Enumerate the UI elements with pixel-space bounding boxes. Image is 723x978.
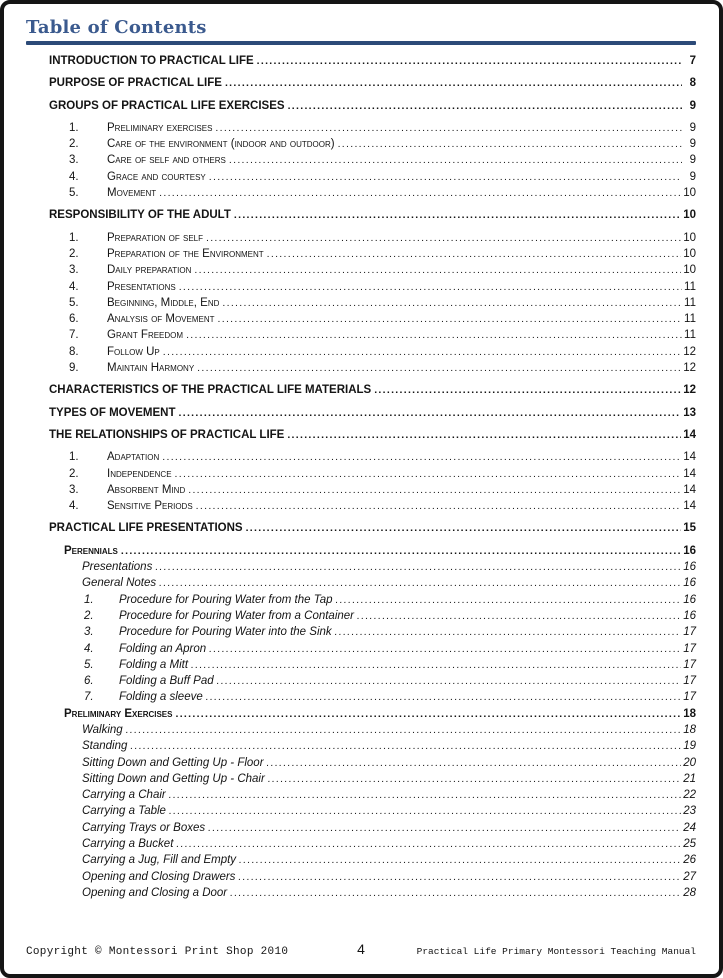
toc-dot-leader <box>338 136 682 152</box>
toc-entry-page: 16 <box>683 577 696 590</box>
toc-entry-page: 7 <box>689 55 696 67</box>
toc-entry-label: Folding an Apron <box>119 642 207 655</box>
toc-entry-number: 3. <box>69 264 79 277</box>
toc-entry-page: 14 <box>683 428 696 441</box>
toc-entry <box>26 466 696 482</box>
toc-dot-leader <box>267 246 682 262</box>
toc-entry-label: GROUPS OF PRACTICAL LIFE EXERCISES <box>49 99 285 112</box>
toc-dot-leader <box>335 624 682 640</box>
toc-entry-label: Maintain Harmony <box>107 362 195 375</box>
toc-entry-page: 10 <box>683 187 696 200</box>
toc-entry-page: 20 <box>683 756 696 769</box>
toc-dot-leader <box>257 53 682 69</box>
toc-entry-page: 16 <box>683 544 696 557</box>
toc-entry <box>26 592 696 608</box>
toc-entry <box>26 98 696 114</box>
toc-entry <box>26 869 696 885</box>
toc-dot-leader <box>169 787 681 803</box>
toc-dot-leader <box>155 559 681 575</box>
title-rule <box>26 41 696 45</box>
toc-entry <box>26 852 696 868</box>
toc-entry-label: Beginning, Middle, End <box>107 296 220 309</box>
toc-entry-page: 11 <box>684 280 696 293</box>
toc-entry-label: Procedure for Pouring Water from a Container <box>119 609 355 622</box>
toc-entry-number: 8. <box>69 345 79 358</box>
toc-entry-page: 11 <box>684 313 696 326</box>
toc-entry-label: Carrying a Bucket <box>82 838 174 851</box>
toc-entry-page: 10 <box>683 231 696 244</box>
toc-dot-leader <box>246 520 682 536</box>
toc-entry-page: 12 <box>683 362 696 375</box>
toc-entry-label: Independence <box>107 467 172 480</box>
toc-entry-number: 4. <box>69 170 79 183</box>
toc-dot-leader <box>217 673 682 689</box>
toc-entry-number: 3. <box>69 483 79 496</box>
toc-entry-number: 1. <box>69 451 79 464</box>
toc-entry-page: 14 <box>683 467 696 480</box>
toc-entry <box>26 608 696 624</box>
footer-copyright: Copyright © Montessori Print Shop 2010 <box>26 946 289 958</box>
toc-dot-leader <box>159 185 681 201</box>
toc-entry-page: 10 <box>683 209 696 222</box>
toc-dot-leader <box>206 689 681 705</box>
toc-entry <box>26 360 696 376</box>
toc-entry-label: TYPES OF MOVEMENT <box>49 406 176 419</box>
toc-entry <box>26 327 696 343</box>
toc-dot-leader <box>179 279 682 295</box>
toc-entry-number: 3. <box>84 626 94 639</box>
toc-entry-label: Adaptation <box>107 451 160 464</box>
toc-entry-page: 16 <box>683 593 696 606</box>
toc-entry-page: 9 <box>689 170 696 183</box>
toc-entry-label: Sitting Down and Getting Up - Chair <box>82 772 265 785</box>
toc-entry <box>26 803 696 819</box>
toc-dot-leader <box>197 360 681 376</box>
toc-entry-label: Preliminary Exercises <box>64 707 173 720</box>
toc-entry <box>26 689 696 705</box>
toc-entry-number: 7. <box>69 329 79 342</box>
toc-entry <box>26 405 696 421</box>
toc-entry-label: Carrying a Chair <box>82 789 166 802</box>
toc-dot-leader <box>288 98 682 114</box>
toc-entry-number: 3. <box>69 154 79 167</box>
toc-entry-page: 17 <box>683 626 696 639</box>
toc-entry-label: Movement <box>107 187 157 200</box>
toc-dot-leader <box>186 327 682 343</box>
toc-entry <box>26 543 696 559</box>
toc-entry <box>26 279 696 295</box>
toc-entry <box>26 787 696 803</box>
toc-entry-label: Preparation of the Environment <box>107 247 264 260</box>
toc-entry-label: Folding a sleeve <box>119 691 203 704</box>
toc-entry-label: Preliminary exercises <box>107 121 213 134</box>
toc-entry-page: 17 <box>683 691 696 704</box>
toc-entry-page: 9 <box>689 138 696 151</box>
toc-entry <box>26 136 696 152</box>
toc-entry-page: 19 <box>683 740 696 753</box>
toc-entry-label: RESPONSIBILITY OF THE ADULT <box>49 209 231 222</box>
footer-page-number: 4 <box>357 941 365 957</box>
toc-entry <box>26 706 696 722</box>
toc-entry-number: 2. <box>69 138 79 151</box>
page-title: Table of Contents <box>26 17 207 38</box>
toc-entry-page: 17 <box>683 658 696 671</box>
toc-dot-leader <box>268 771 681 787</box>
toc-entry <box>26 120 696 136</box>
toc-entry-page: 27 <box>683 870 696 883</box>
toc-dot-leader <box>194 262 681 278</box>
toc-entry-page: 24 <box>683 821 696 834</box>
toc-entry-label: Care of self and others <box>107 154 226 167</box>
toc-dot-leader <box>215 120 682 136</box>
toc-entry-page: 12 <box>683 384 696 397</box>
toc-entry-number: 2. <box>69 247 79 260</box>
toc-entry-page: 17 <box>683 642 696 655</box>
toc-dot-leader <box>222 295 682 311</box>
toc-entry <box>26 427 696 443</box>
toc-entry-label: Daily preparation <box>107 264 192 277</box>
toc-dot-leader <box>218 311 682 327</box>
toc-entry-label: PRACTICAL LIFE PRESENTATIONS <box>49 522 243 535</box>
toc-entry-number: 2. <box>84 609 94 622</box>
toc-dot-leader <box>179 405 682 421</box>
toc-dot-leader <box>159 575 681 591</box>
toc-entry <box>26 207 696 223</box>
toc-entry-label: Presentations <box>107 280 176 293</box>
toc-dot-leader <box>357 608 681 624</box>
page-footer <box>26 941 696 958</box>
toc-entry <box>26 482 696 498</box>
toc-entry <box>26 75 696 91</box>
toc-entry <box>26 673 696 689</box>
toc-entry-label: Follow Up <box>107 345 160 358</box>
toc-entry-page: 9 <box>689 121 696 134</box>
toc-entry-label: PURPOSE OF PRACTICAL LIFE <box>49 77 222 90</box>
toc-dot-leader <box>206 230 681 246</box>
toc-entry-page: 16 <box>683 561 696 574</box>
toc-entry <box>26 262 696 278</box>
toc-entry-number: 1. <box>69 121 79 134</box>
toc-entry-label: Carrying a Jug, Fill and Empty <box>82 854 237 867</box>
toc-entry-page: 12 <box>683 345 696 358</box>
toc-list <box>26 53 696 901</box>
toc-entry <box>26 152 696 168</box>
toc-entry <box>26 185 696 201</box>
toc-dot-leader <box>121 543 681 559</box>
toc-entry-label: General Notes <box>82 577 157 590</box>
toc-dot-leader <box>188 482 681 498</box>
toc-entry-page: 16 <box>683 609 696 622</box>
toc-entry-label: Care of the environment (indoor and outdoor) <box>107 138 335 151</box>
toc-entry <box>26 520 696 536</box>
toc-entry <box>26 295 696 311</box>
toc-entry-page: 9 <box>689 154 696 167</box>
toc-entry-page: 18 <box>683 707 696 720</box>
footer-manual-title: Practical Life Primary Montessori Teaching Manual <box>416 946 697 957</box>
toc-entry-label: Carrying a Table <box>82 805 166 818</box>
toc-dot-leader <box>209 169 682 185</box>
toc-entry-page: 13 <box>683 406 696 419</box>
toc-dot-leader <box>130 738 681 754</box>
toc-dot-leader <box>239 852 681 868</box>
toc-entry-page: 11 <box>684 296 696 309</box>
toc-entry-number: 5. <box>84 658 94 671</box>
toc-dot-leader <box>175 466 682 482</box>
toc-dot-leader <box>162 449 681 465</box>
toc-entry-number: 2. <box>69 467 79 480</box>
toc-entry-label: Grace and courtesy <box>107 170 206 183</box>
toc-entry-page: 17 <box>683 675 696 688</box>
toc-dot-leader <box>336 592 682 608</box>
toc-entry <box>26 169 696 185</box>
toc-dot-leader <box>230 885 681 901</box>
toc-entry-label: Perennials <box>64 544 118 557</box>
toc-dot-leader <box>126 722 682 738</box>
toc-entry <box>26 771 696 787</box>
toc-entry <box>26 449 696 465</box>
toc-dot-leader <box>176 836 681 852</box>
toc-entry <box>26 559 696 575</box>
toc-entry <box>26 755 696 771</box>
toc-entry-label: Opening and Closing Drawers <box>82 870 236 883</box>
toc-entry <box>26 246 696 262</box>
toc-entry-number: 9. <box>69 362 79 375</box>
toc-entry <box>26 836 696 852</box>
toc-entry-number: 7. <box>84 691 94 704</box>
toc-entry-label: INTRODUCTION TO PRACTICAL LIFE <box>49 55 254 67</box>
toc-entry-page: 22 <box>683 789 696 802</box>
toc-dot-leader <box>169 803 681 819</box>
toc-entry-number: 1. <box>69 231 79 244</box>
toc-entry <box>26 820 696 836</box>
toc-entry <box>26 657 696 673</box>
toc-entry-page: 18 <box>683 723 696 736</box>
toc-entry-number: 6. <box>69 313 79 326</box>
toc-entry-label: Carrying Trays or Boxes <box>82 821 206 834</box>
toc-entry <box>26 230 696 246</box>
toc-entry-page: 11 <box>684 329 696 342</box>
toc-dot-leader <box>229 152 682 168</box>
toc-entry-label: Folding a Buff Pad <box>119 675 214 688</box>
toc-entry-label: Absorbent Mind <box>107 483 186 496</box>
toc-entry-page: 8 <box>689 77 696 90</box>
toc-entry <box>26 575 696 591</box>
toc-entry-page: 14 <box>683 451 696 464</box>
toc-dot-leader <box>175 706 681 722</box>
toc-entry-number: 1. <box>84 593 94 606</box>
toc-dot-leader <box>287 427 681 443</box>
toc-dot-leader <box>209 641 681 657</box>
toc-entry <box>26 344 696 360</box>
toc-entry <box>26 624 696 640</box>
toc-entry <box>26 722 696 738</box>
toc-entry-page: 14 <box>683 500 696 513</box>
toc-entry-page: 15 <box>683 522 696 535</box>
toc-entry <box>26 53 696 69</box>
toc-entry-label: Standing <box>82 740 128 753</box>
toc-entry-page: 10 <box>683 247 696 260</box>
toc-entry <box>26 738 696 754</box>
toc-dot-leader <box>208 820 681 836</box>
toc-dot-leader <box>238 869 681 885</box>
toc-entry-number: 5. <box>69 187 79 200</box>
toc-entry-label: Walking <box>82 723 123 736</box>
toc-entry-page: 10 <box>683 264 696 277</box>
toc-entry-page: 9 <box>689 99 696 112</box>
toc-entry-page: 23 <box>683 805 696 818</box>
toc-entry-page: 21 <box>683 772 696 785</box>
toc-entry-label: THE RELATIONSHIPS OF PRACTICAL LIFE <box>49 428 285 441</box>
toc-entry-label: Analysis of Movement <box>107 313 215 326</box>
toc-entry-label: Opening and Closing a Door <box>82 886 228 899</box>
toc-entry-page: 25 <box>683 838 696 851</box>
toc-entry-page: 14 <box>683 483 696 496</box>
toc-entry <box>26 382 696 398</box>
toc-entry-label: CHARACTERISTICS OF THE PRACTICAL LIFE MATERIALS <box>49 384 372 397</box>
toc-entry-label: Sitting Down and Getting Up - Floor <box>82 756 264 769</box>
toc-entry-number: 5. <box>69 296 79 309</box>
toc-dot-leader <box>234 207 681 223</box>
toc-entry-label: Procedure for Pouring Water from the Tap <box>119 593 333 606</box>
toc-entry <box>26 498 696 514</box>
toc-dot-leader <box>374 382 681 398</box>
toc-entry-number: 4. <box>84 642 94 655</box>
toc-entry-page: 28 <box>683 886 696 899</box>
toc-entry <box>26 641 696 657</box>
toc-dot-leader <box>163 344 681 360</box>
toc-entry-label: Folding a Mitt <box>119 658 189 671</box>
toc-dot-leader <box>225 75 682 91</box>
toc-dot-leader <box>267 755 682 771</box>
toc-entry-label: Presentations <box>82 561 153 574</box>
toc-entry-label: Grant Freedom <box>107 329 184 342</box>
toc-entry-label: Sensitive Periods <box>107 500 193 513</box>
toc-entry-number: 4. <box>69 500 79 513</box>
toc-entry <box>26 885 696 901</box>
toc-entry-label: Procedure for Pouring Water into the Sink <box>119 626 332 639</box>
toc-entry-label: Preparation of self <box>107 231 203 244</box>
toc-dot-leader <box>191 657 681 673</box>
toc-entry-number: 4. <box>69 280 79 293</box>
toc-entry <box>26 311 696 327</box>
toc-dot-leader <box>196 498 682 514</box>
toc-entry-page: 26 <box>683 854 696 867</box>
toc-entry-number: 6. <box>84 675 94 688</box>
